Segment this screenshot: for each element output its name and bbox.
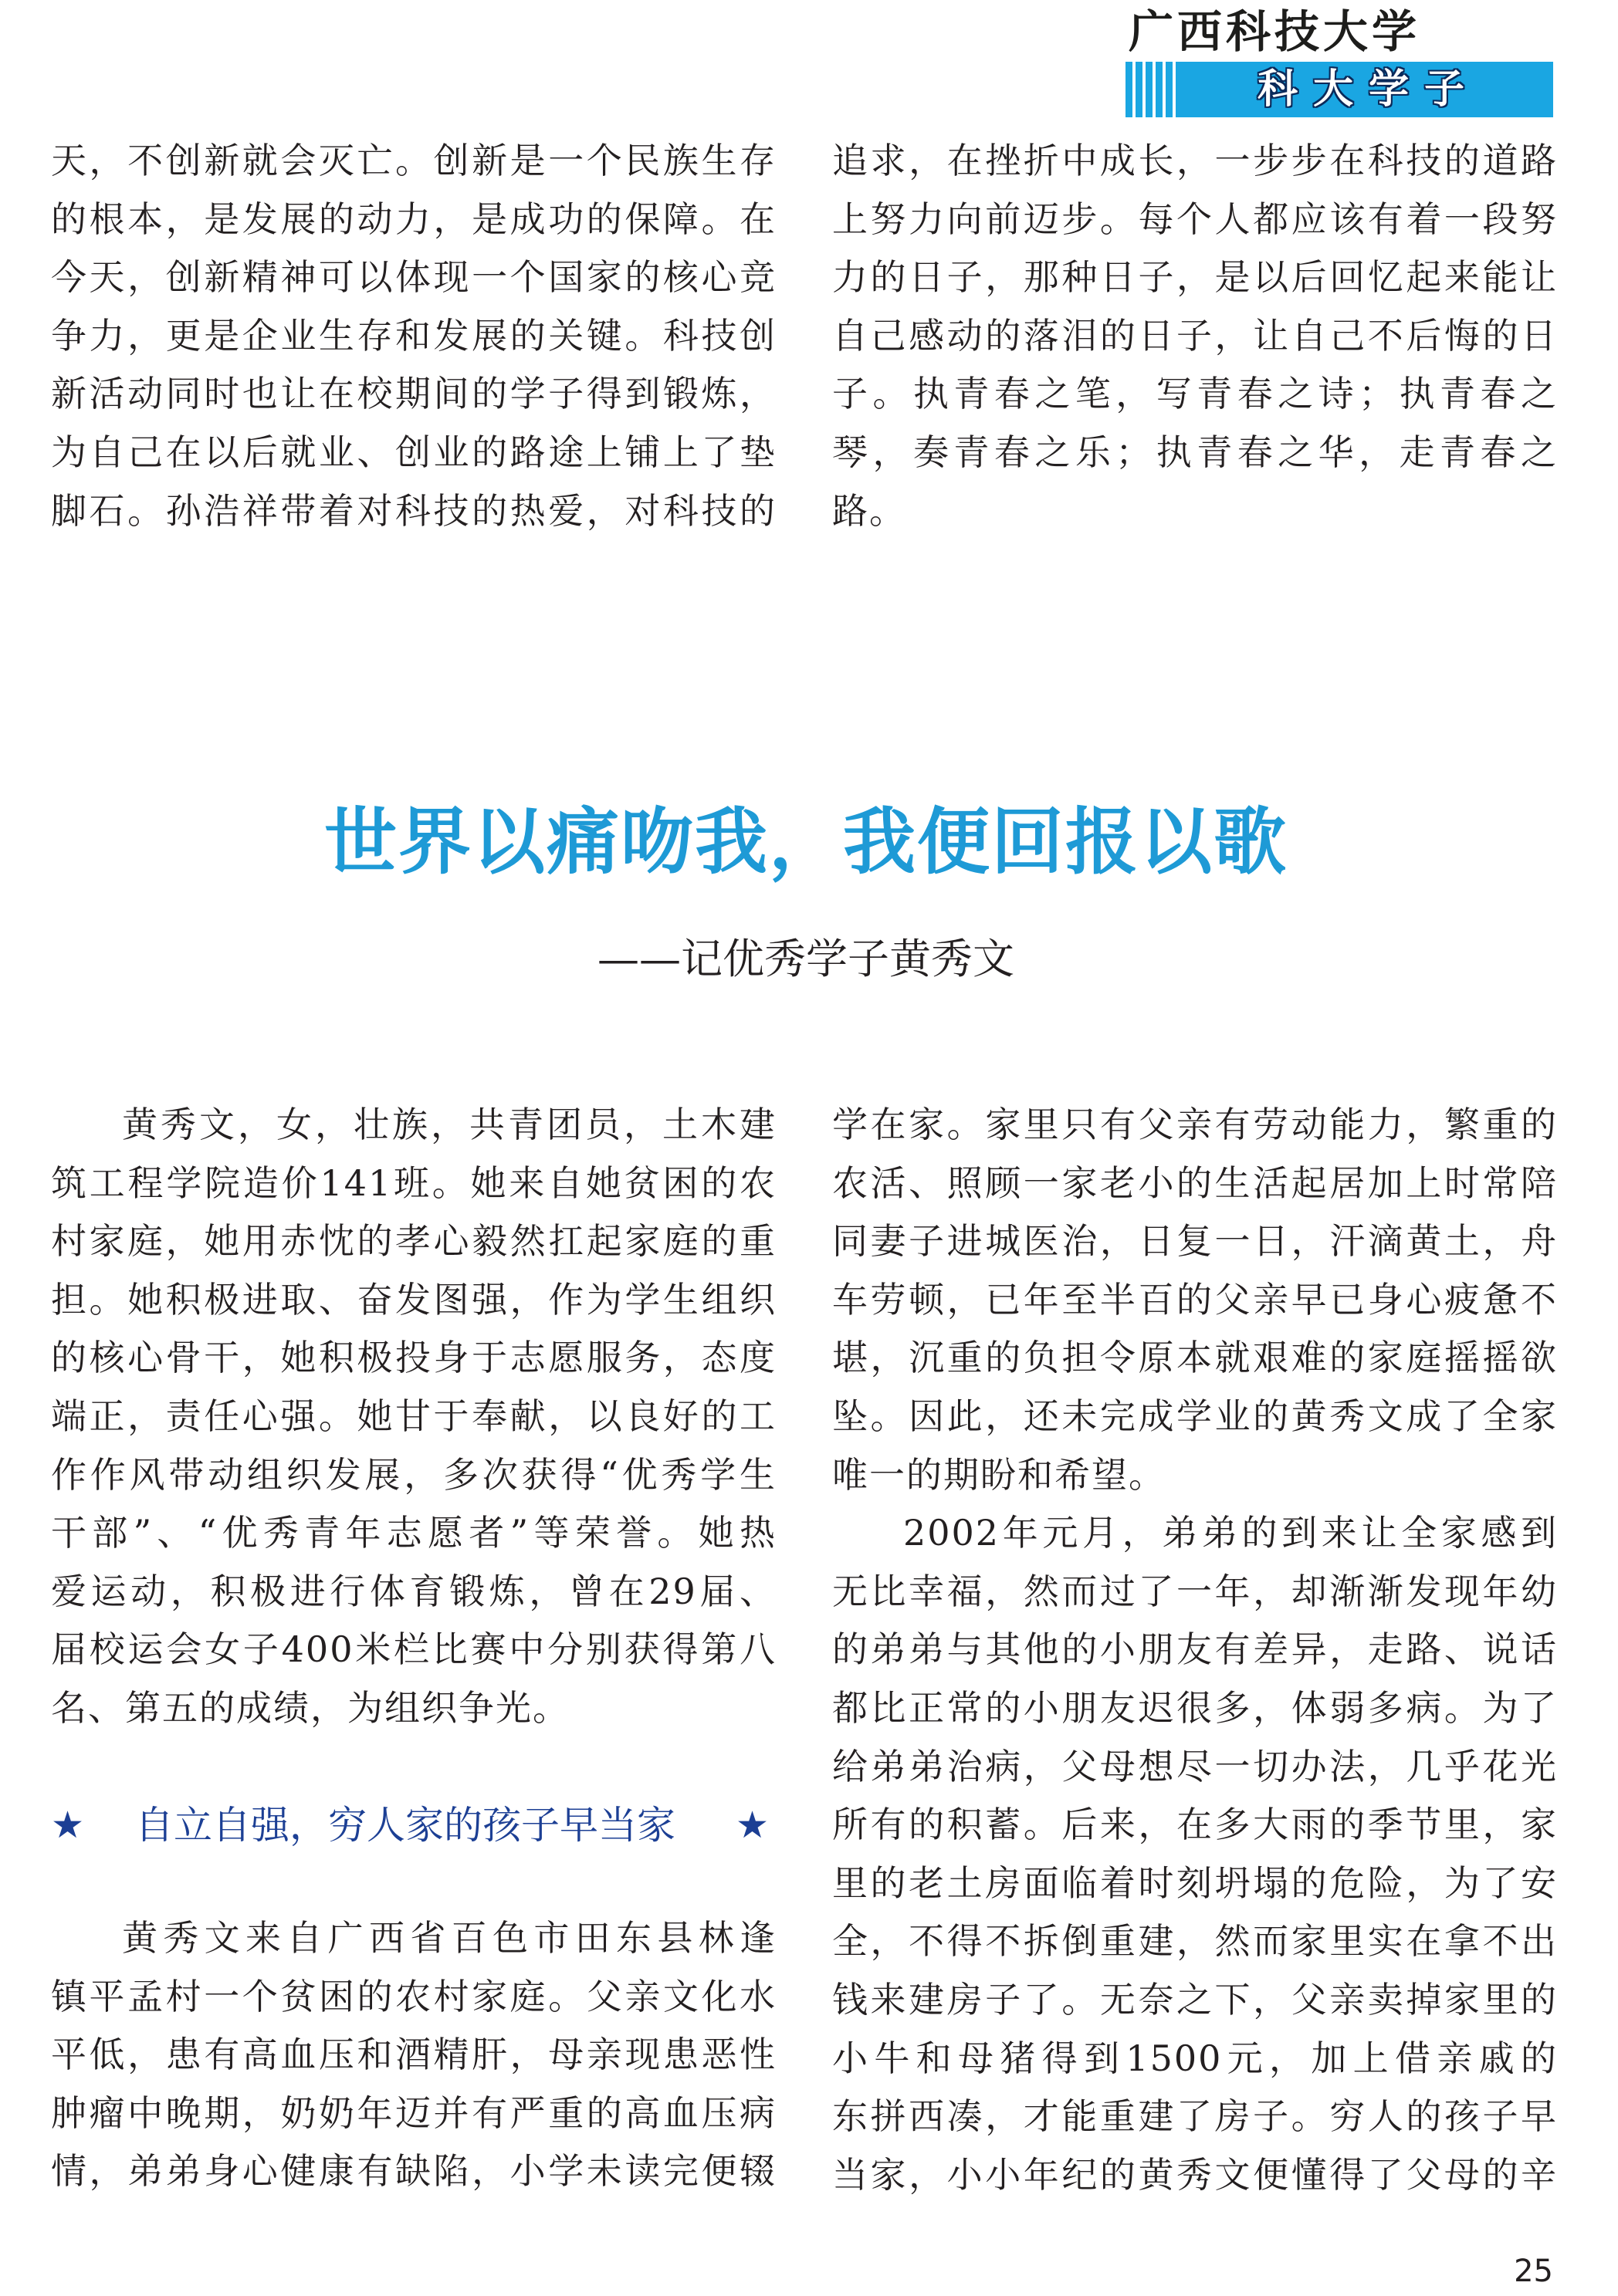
text-line: 肿瘤中晚期，奶奶年迈并有严重的高血压病 [51,2091,777,2134]
text-line: 脚石。孙浩祥带着对科技的热爱，对科技的 [51,489,777,532]
text-line: 无比幸福，然而过了一年，却渐渐发现年幼 [832,1570,1558,1612]
text-line: 给弟弟治病，父母想尽一切办法，几乎花光 [832,1745,1558,1787]
text-line: 同妻子进城医治，日复一日，汗滴黄土，舟 [832,1220,1558,1263]
text-line: 东拼西凑，才能重建了房子。穷人的孩子早 [832,2095,1558,2138]
text-line: 名、第五的成绩，为组织争光。 [51,1686,570,1729]
star-icon: ★ [736,1804,770,1847]
text-line: 堪，沉重的负担令原本就艰难的家庭摇摇欲 [832,1337,1558,1379]
text-line: 2002年元月，弟弟的到来让全家感到 [903,1512,1558,1554]
text-line: 筑工程学院造价141班。她来自她贫困的农 [51,1162,777,1204]
text-line: 全，不得不拆倒重建，然而家里实在拿不出 [832,1920,1558,1963]
text-line: 争力，更是企业生存和发展的关键。科技创 [51,314,777,357]
text-line: 学在家。家里只有父亲有劳动能力，繁重的 [832,1104,1558,1145]
article-left-column-intro [51,1096,777,1738]
text-line: 车劳顿，已年至半百的父亲早已身心疲惫不 [832,1278,1558,1320]
text-line: 担。她积极进取、奋发图强，作为学生组织 [51,1278,777,1320]
text-line: 坠。因此，还未完成学业的黄秀文成了全家 [832,1395,1558,1437]
text-line: 情，弟弟身心健康有缺陷，小学未读完便辍 [51,2150,777,2193]
text-line: 镇平孟村一个贫困的农村家庭。父亲文化水 [51,1975,777,2017]
text-line: 子。执青春之笔，写青春之诗；执青春之 [832,373,1558,415]
text-line: 干部”、“优秀青年志愿者”等荣誉。她热 [51,1512,777,1554]
article-left-column-section [51,1909,777,2201]
text-line: 都比正常的小朋友迟很多，体弱多病。为了 [832,1686,1558,1729]
text-line: 力的日子，那种日子，是以后回忆起来能让 [832,256,1558,299]
text-line: 黄秀文来自广西省百色市田东县林逢 [122,1917,777,1959]
text-line: 追求，在挫折中成长，一步步在科技的道路 [832,140,1558,181]
text-line: 今天，创新精神可以体现一个国家的核心竞 [51,256,777,299]
text-line: 琴，奏青春之乐；执青春之华，走青春之 [832,431,1558,473]
banner-stripes [1125,62,1176,117]
text-line: 黄秀文，女，壮族，共青团员，土木建 [122,1104,777,1145]
text-line: 天，不创新就会灭亡。创新是一个民族生存 [51,140,777,181]
text-line: 作作风带动组织发展，多次获得“优秀学生 [51,1453,777,1496]
article-title: 世界以痛吻我，我便回报以歌 [323,800,1288,884]
article-right-column [832,1096,1558,2204]
text-line: 上努力向前迈步。每个人都应该有着一段努 [832,198,1558,240]
text-line: 里的老土房面临着时刻坍塌的危险，为了安 [832,1861,1558,1904]
text-line: 的弟弟与其他的小朋友有差异，走路、说话 [832,1628,1558,1671]
text-line: 唯一的期盼和希望。 [832,1453,1166,1496]
text-line: 新活动同时也让在校期间的学子得到锻炼， [51,373,777,415]
text-line: 小牛和母猪得到1500元，加上借亲戚的 [832,2037,1558,2079]
section-heading [51,1796,777,1855]
text-line: 端正，责任心强。她甘于奉献，以良好的工 [51,1395,777,1437]
text-line: 村家庭，她用赤忱的孝心毅然扛起家庭的重 [51,1220,777,1263]
school-name: 广西科技大学 [1129,5,1421,58]
text-line: 的核心骨干，她积极投身于志愿服务，态度 [51,1337,777,1379]
text-line: 的根本，是发展的动力，是成功的保障。在 [51,198,777,240]
section-banner [1125,62,1553,117]
page-number: 25 [1514,2254,1553,2289]
article-subtitle: ——记优秀学子黄秀文 [597,935,1014,983]
text-line: 届校运会女子400米栏比赛中分别获得第八 [51,1628,777,1671]
previous-article-left-column [51,132,777,540]
text-line: 平低，患有高血压和酒精肝，母亲现患恶性 [51,2034,777,2076]
text-line: 所有的积蓄。后来，在多大雨的季节里，家 [832,1804,1558,1846]
text-line: 爱运动，积极进行体育锻炼，曾在29届、 [51,1570,777,1612]
text-line: 当家，小小年纪的黄秀文便懂得了父母的辛 [832,2153,1558,2196]
text-line: 农活、照顾一家老小的生活起居加上时常陪 [832,1162,1558,1204]
text-line: 钱来建房子了。无奈之下，父亲卖掉家里的 [832,1978,1558,2020]
section-label: 科大学子 [1258,66,1481,113]
text-line: 自己感动的落泪的日子，让自己不后悔的日 [832,314,1558,357]
previous-article-right-column [832,132,1558,540]
star-icon: ★ [51,1804,85,1847]
text-line: 为自己在以后就业、创业的路途上铺上了垫 [51,431,777,473]
text-line: 路。 [832,489,906,532]
section-heading-text: 自立自强，穷人家的孩子早当家 [135,1803,675,1848]
